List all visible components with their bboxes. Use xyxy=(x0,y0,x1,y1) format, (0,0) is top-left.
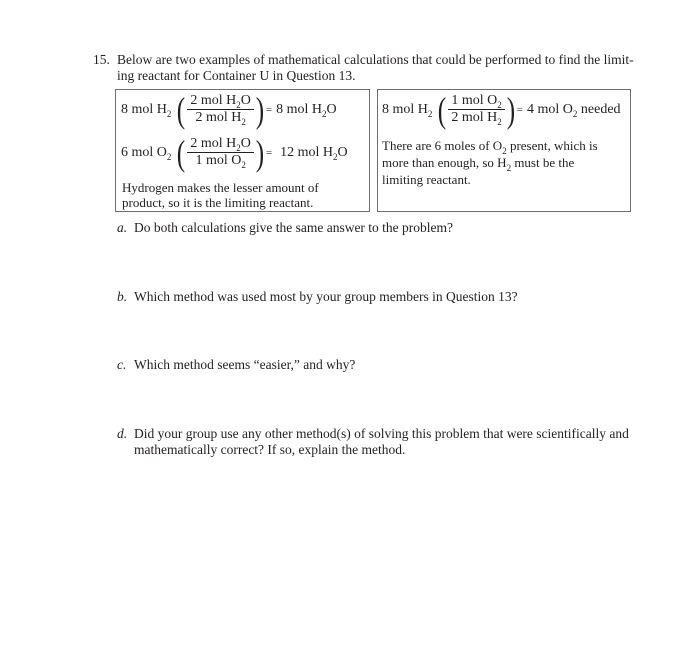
sub-question-d xyxy=(117,426,637,458)
right-paren: ) xyxy=(255,89,265,130)
sub-question-a xyxy=(117,220,453,236)
right-paren: ) xyxy=(255,132,265,173)
sub-question-text: Do both calculations give the same answer to the problem? xyxy=(134,220,454,235)
calc2-fraction: $\frac{2 mol H_2O}{1 mol O_2}$ xyxy=(187,136,254,169)
right-calc-rhs: 4 mol $O_2$ needed xyxy=(527,101,621,119)
left-calc-2 xyxy=(121,132,348,173)
left-calc-1 xyxy=(121,89,337,130)
right-calculation-box xyxy=(377,89,631,212)
sub-question-letter: c. xyxy=(117,357,127,372)
right-calc xyxy=(382,89,621,130)
right-calc-lhs: 8 mol $H_2$ xyxy=(382,101,433,119)
equals-sign: = xyxy=(516,103,523,116)
left-box-note: Hydrogen makes the lesser amount of product, so it is the limiting reactant. xyxy=(122,180,319,210)
right-box-note: There are 6 moles of $O_2$ present, which is more than enough, so $H_2$ must be the limiting reactant. xyxy=(382,138,598,187)
calc1-fraction: $\frac{2 mol H_2O}{2 mol H_2}$ xyxy=(187,93,254,126)
left-paren: ( xyxy=(177,89,186,130)
calc1-rhs: 8 mol $H_2O$ xyxy=(276,101,337,119)
calc2-rhs: 12 mol $H_2O$ xyxy=(280,144,348,162)
left-paren: ( xyxy=(438,89,447,130)
calc1-lhs: 8 mol $H_2$ xyxy=(121,101,172,119)
right-paren: ) xyxy=(506,89,515,130)
question-number: 15. xyxy=(93,52,110,67)
sub-question-letter: a. xyxy=(117,220,128,235)
sub-question-text: Which method was used most by your group members in Question 13? xyxy=(134,289,518,304)
left-calculation-box xyxy=(115,89,370,212)
sub-question-letter: d. xyxy=(117,426,128,441)
sub-question-text: Which method seems “easier,” and why? xyxy=(134,357,356,372)
calc2-lhs: 6 mol $O_2$ xyxy=(121,144,172,162)
sub-question-text: Did your group use any other method(s) of solving this problem that were scientifically and mathematically correct? If so, explain the method. xyxy=(134,426,629,457)
question-prompt: Below are two examples of mathematical calculations that could be performed to find the limit-ing reactant for Container U in Question 13. xyxy=(117,52,634,83)
right-calc-fraction: $\frac{1 mol O_2}{2 mol H_2}$ xyxy=(448,93,504,126)
sub-question-letter: b. xyxy=(117,289,128,304)
sub-question-c xyxy=(117,357,355,373)
equals-sign: = xyxy=(265,146,273,159)
equals-sign: = xyxy=(265,103,273,116)
left-paren: ( xyxy=(177,132,186,173)
sub-question-b xyxy=(117,289,518,305)
